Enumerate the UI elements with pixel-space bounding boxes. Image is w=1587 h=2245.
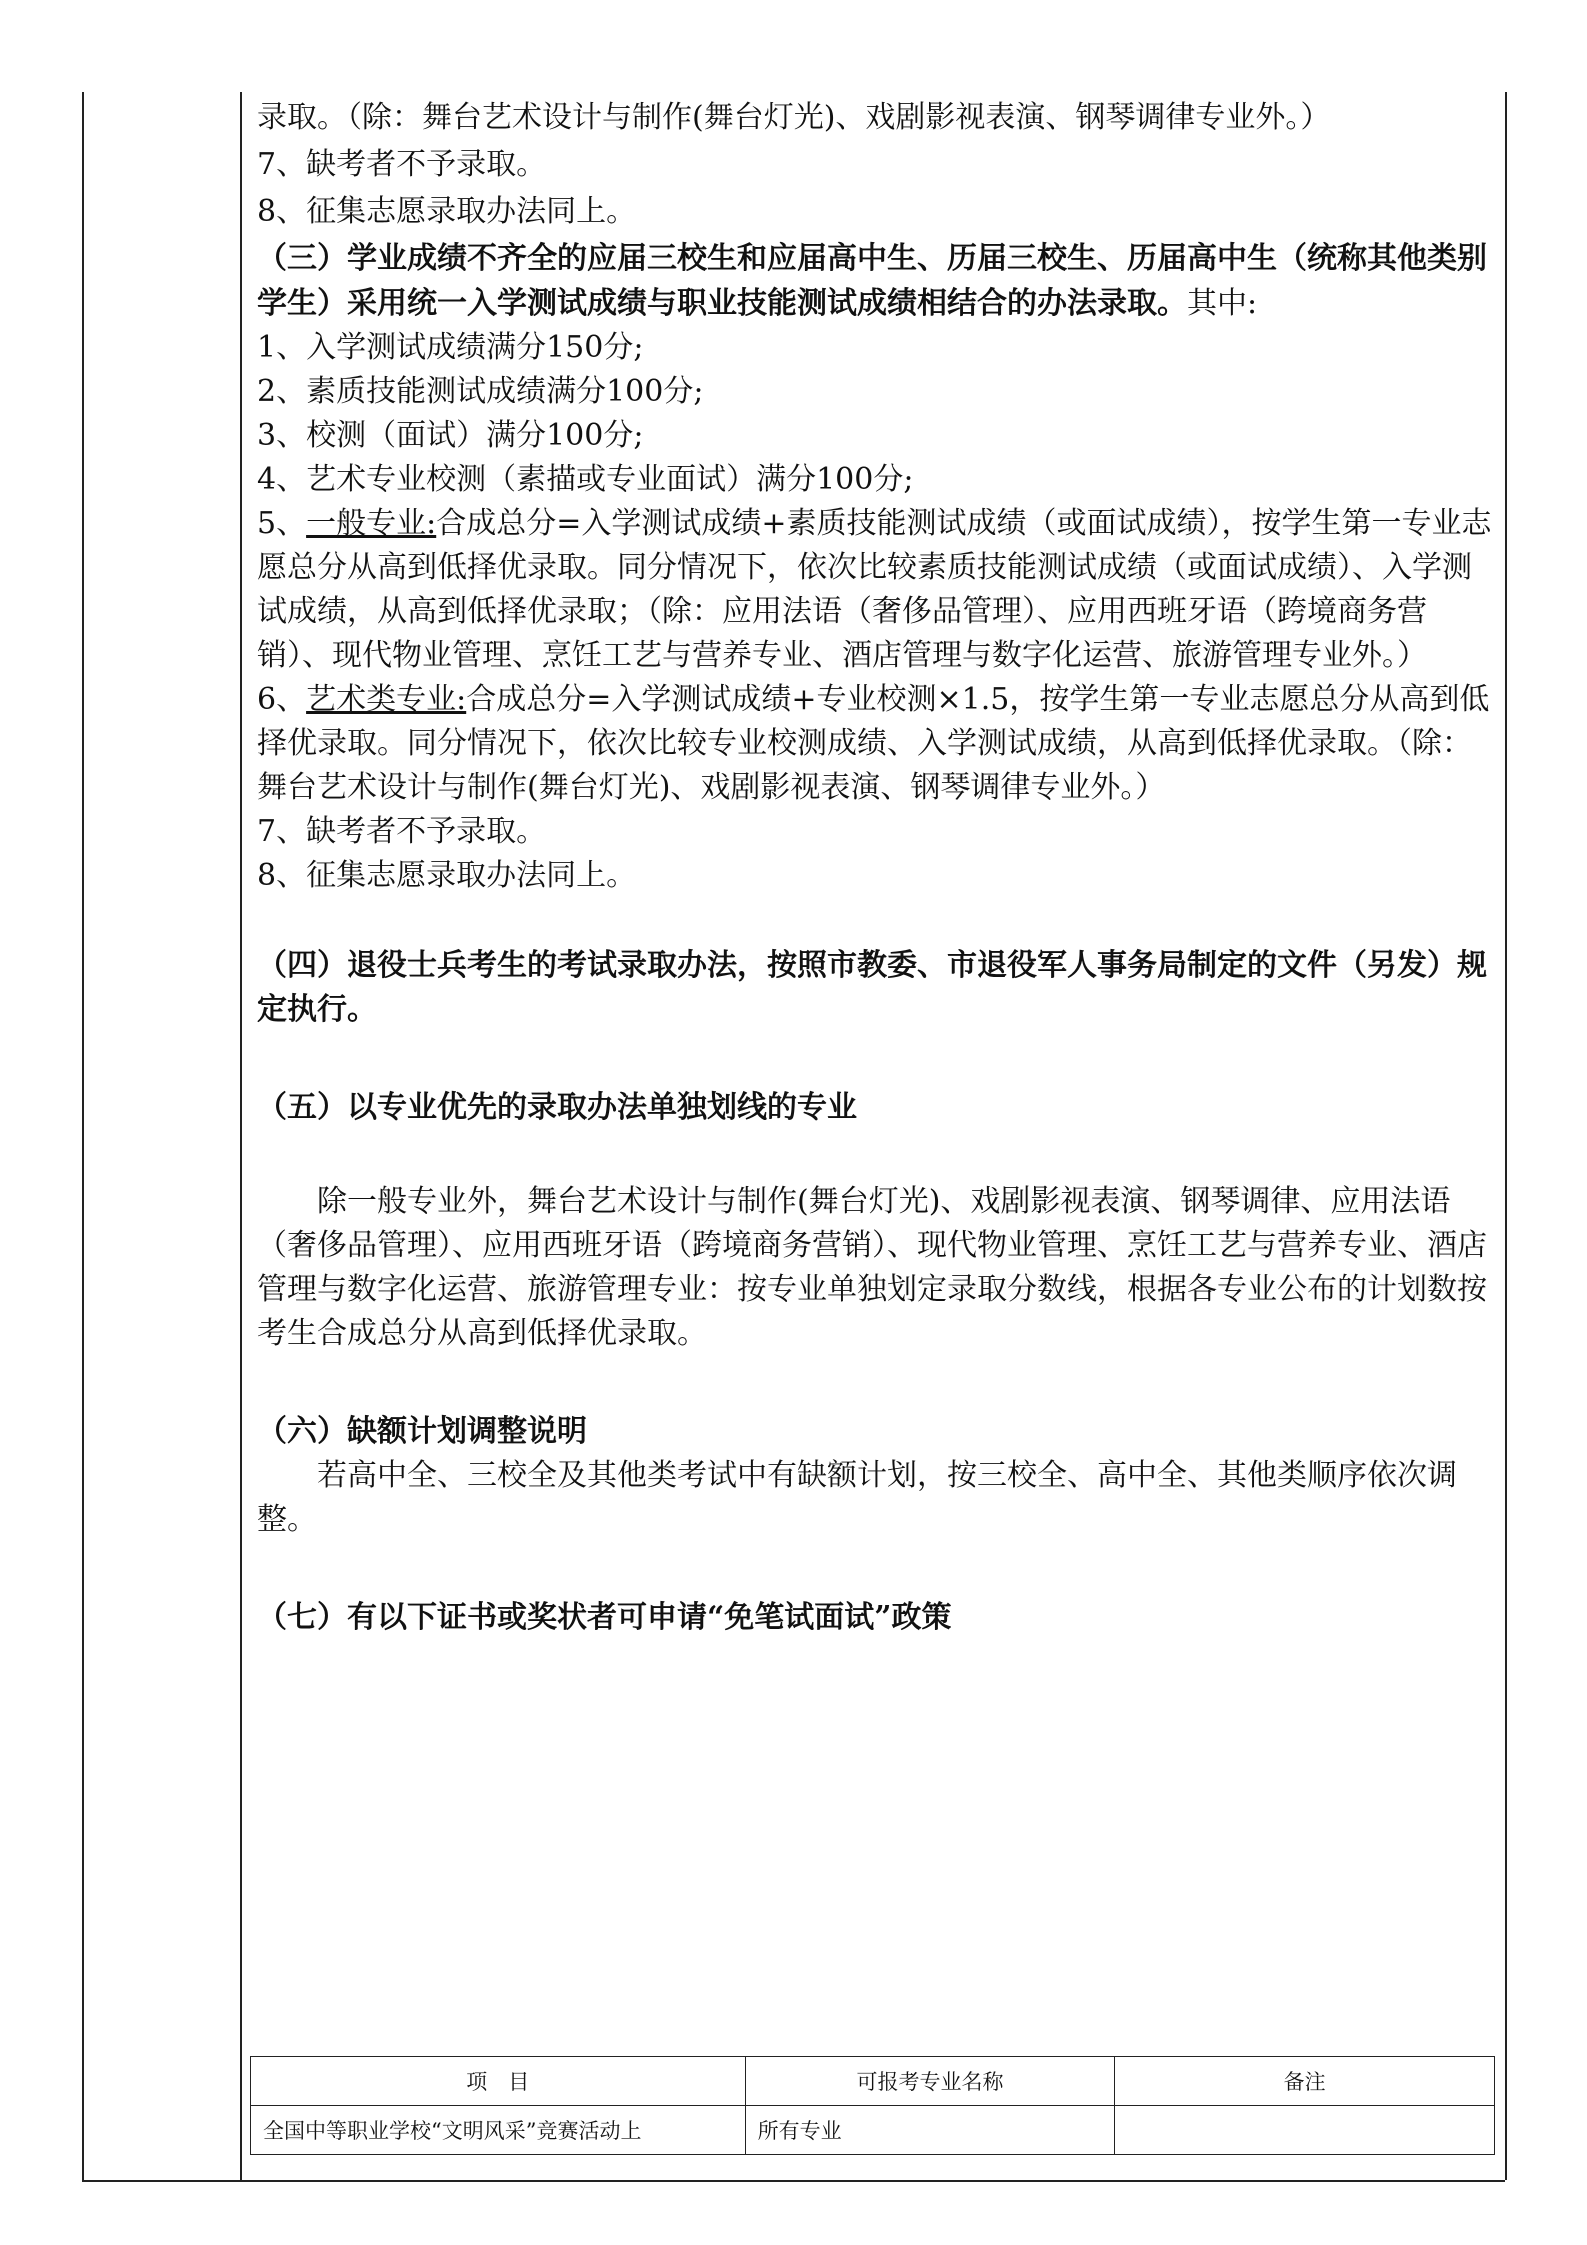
table-header-row	[251, 2057, 1495, 2106]
table-border-right	[1505, 92, 1507, 2180]
section3-item-7: 7、缺考者不予录取。	[257, 814, 547, 849]
item5-label: 一般专业:	[306, 506, 437, 541]
table-border-bottom	[82, 2180, 1505, 2182]
header-item: 项 目	[251, 2057, 746, 2106]
item6-text: 合成总分=入学测试成绩+专业校测×1.5，按学生第一专业志愿总分从高到低择优录取。同分情况下，依次比较专业校测成绩、入学测试成绩，从高到低择优录取。（除：舞台艺术设计与制作(舞台灯光)、戏剧影视表演、钢琴调律专业外。）	[257, 682, 1490, 805]
section3-item-2: 2、素质技能测试成绩满分100分;	[257, 374, 704, 409]
section3-item-8: 8、征集志愿录取办法同上。	[257, 858, 637, 893]
section3-item-1: 1、入学测试成绩满分150分;	[257, 330, 644, 365]
item6-number: 6、	[257, 682, 307, 717]
section3-item-5	[257, 502, 1492, 678]
table-border-left	[82, 92, 84, 2180]
section3-item-6	[257, 678, 1492, 810]
exemption-table	[250, 2056, 1495, 2155]
header-major: 可报考专业名称	[745, 2057, 1115, 2106]
section3-heading-tail: 其中:	[1187, 285, 1258, 321]
section6-body: 若高中全、三校全及其他类考试中有缺额计划，按三校全、高中全、其他类顺序依次调整。	[257, 1458, 1457, 1537]
section5-body: 除一般专业外，舞台艺术设计与制作(舞台灯光)、戏剧影视表演、钢琴调律、应用法语（奢侈品管理）、应用西班牙语（跨境商务营销）、现代物业管理、烹饪工艺与营养专业、酒店管理与数字化运营、旅游管理专业：按专业单独划定录取分数线，根据各专业公布的计划数按考生合成总分从高到低择优录取。	[257, 1184, 1487, 1351]
section6-heading: （六）缺额计划调整说明	[257, 1414, 587, 1449]
cell-item: 全国中等职业学校“文明风采”竞赛活动上	[251, 2106, 746, 2155]
item6-label: 艺术类专业:	[306, 682, 467, 717]
table-row	[251, 2106, 1495, 2155]
section4-text: （四）退役士兵考生的考试录取办法，按照市教委、市退役军人事务局制定的文件（另发）规定执行。	[257, 948, 1487, 1027]
continuation-line-3: 8、征集志愿录取办法同上。	[257, 194, 637, 229]
cell-remark	[1115, 2106, 1495, 2155]
item5-number: 5、	[257, 506, 307, 541]
header-remark: 备注	[1115, 2057, 1495, 2106]
section3-item-4: 4、艺术专业校测（素描或专业面试）满分100分;	[257, 462, 914, 497]
item5-text: 合成总分=入学测试成绩+素质技能测试成绩（或面试成绩），按学生第一专业志愿总分从高到低择优录取。同分情况下，依次比较素质技能测试成绩（或面试成绩）、入学测试成绩，从高到低择优录取；（除：应用法语（奢侈品管理）、应用西班牙语（跨境商务营销）、现代物业管理、烹饪工艺与营养专业、酒店管理与数字化运营、旅游管理专业外。）	[257, 506, 1492, 673]
section3-heading	[257, 237, 1492, 326]
section3-item-3: 3、校测（面试）满分100分;	[257, 418, 644, 453]
section3-heading-bold: （三）学业成绩不齐全的应届三校生和应届高中生、历届三校生、历届高中生（统称其他类别学生）采用统一入学测试成绩与职业技能测试成绩相结合的办法录取。	[257, 241, 1487, 321]
section7-heading: （七）有以下证书或奖状者可申请“免笔试面试”政策	[257, 1600, 952, 1635]
continuation-line-1: 录取。（除：舞台艺术设计与制作(舞台灯光)、戏剧影视表演、钢琴调律专业外。）	[257, 100, 1331, 135]
continuation-line-2: 7、缺考者不予录取。	[257, 147, 547, 182]
cell-major: 所有专业	[745, 2106, 1115, 2155]
section5-heading: （五）以专业优先的录取办法单独划线的专业	[257, 1090, 857, 1125]
table-column-divider	[240, 92, 242, 2180]
content-cell	[257, 96, 1492, 1640]
